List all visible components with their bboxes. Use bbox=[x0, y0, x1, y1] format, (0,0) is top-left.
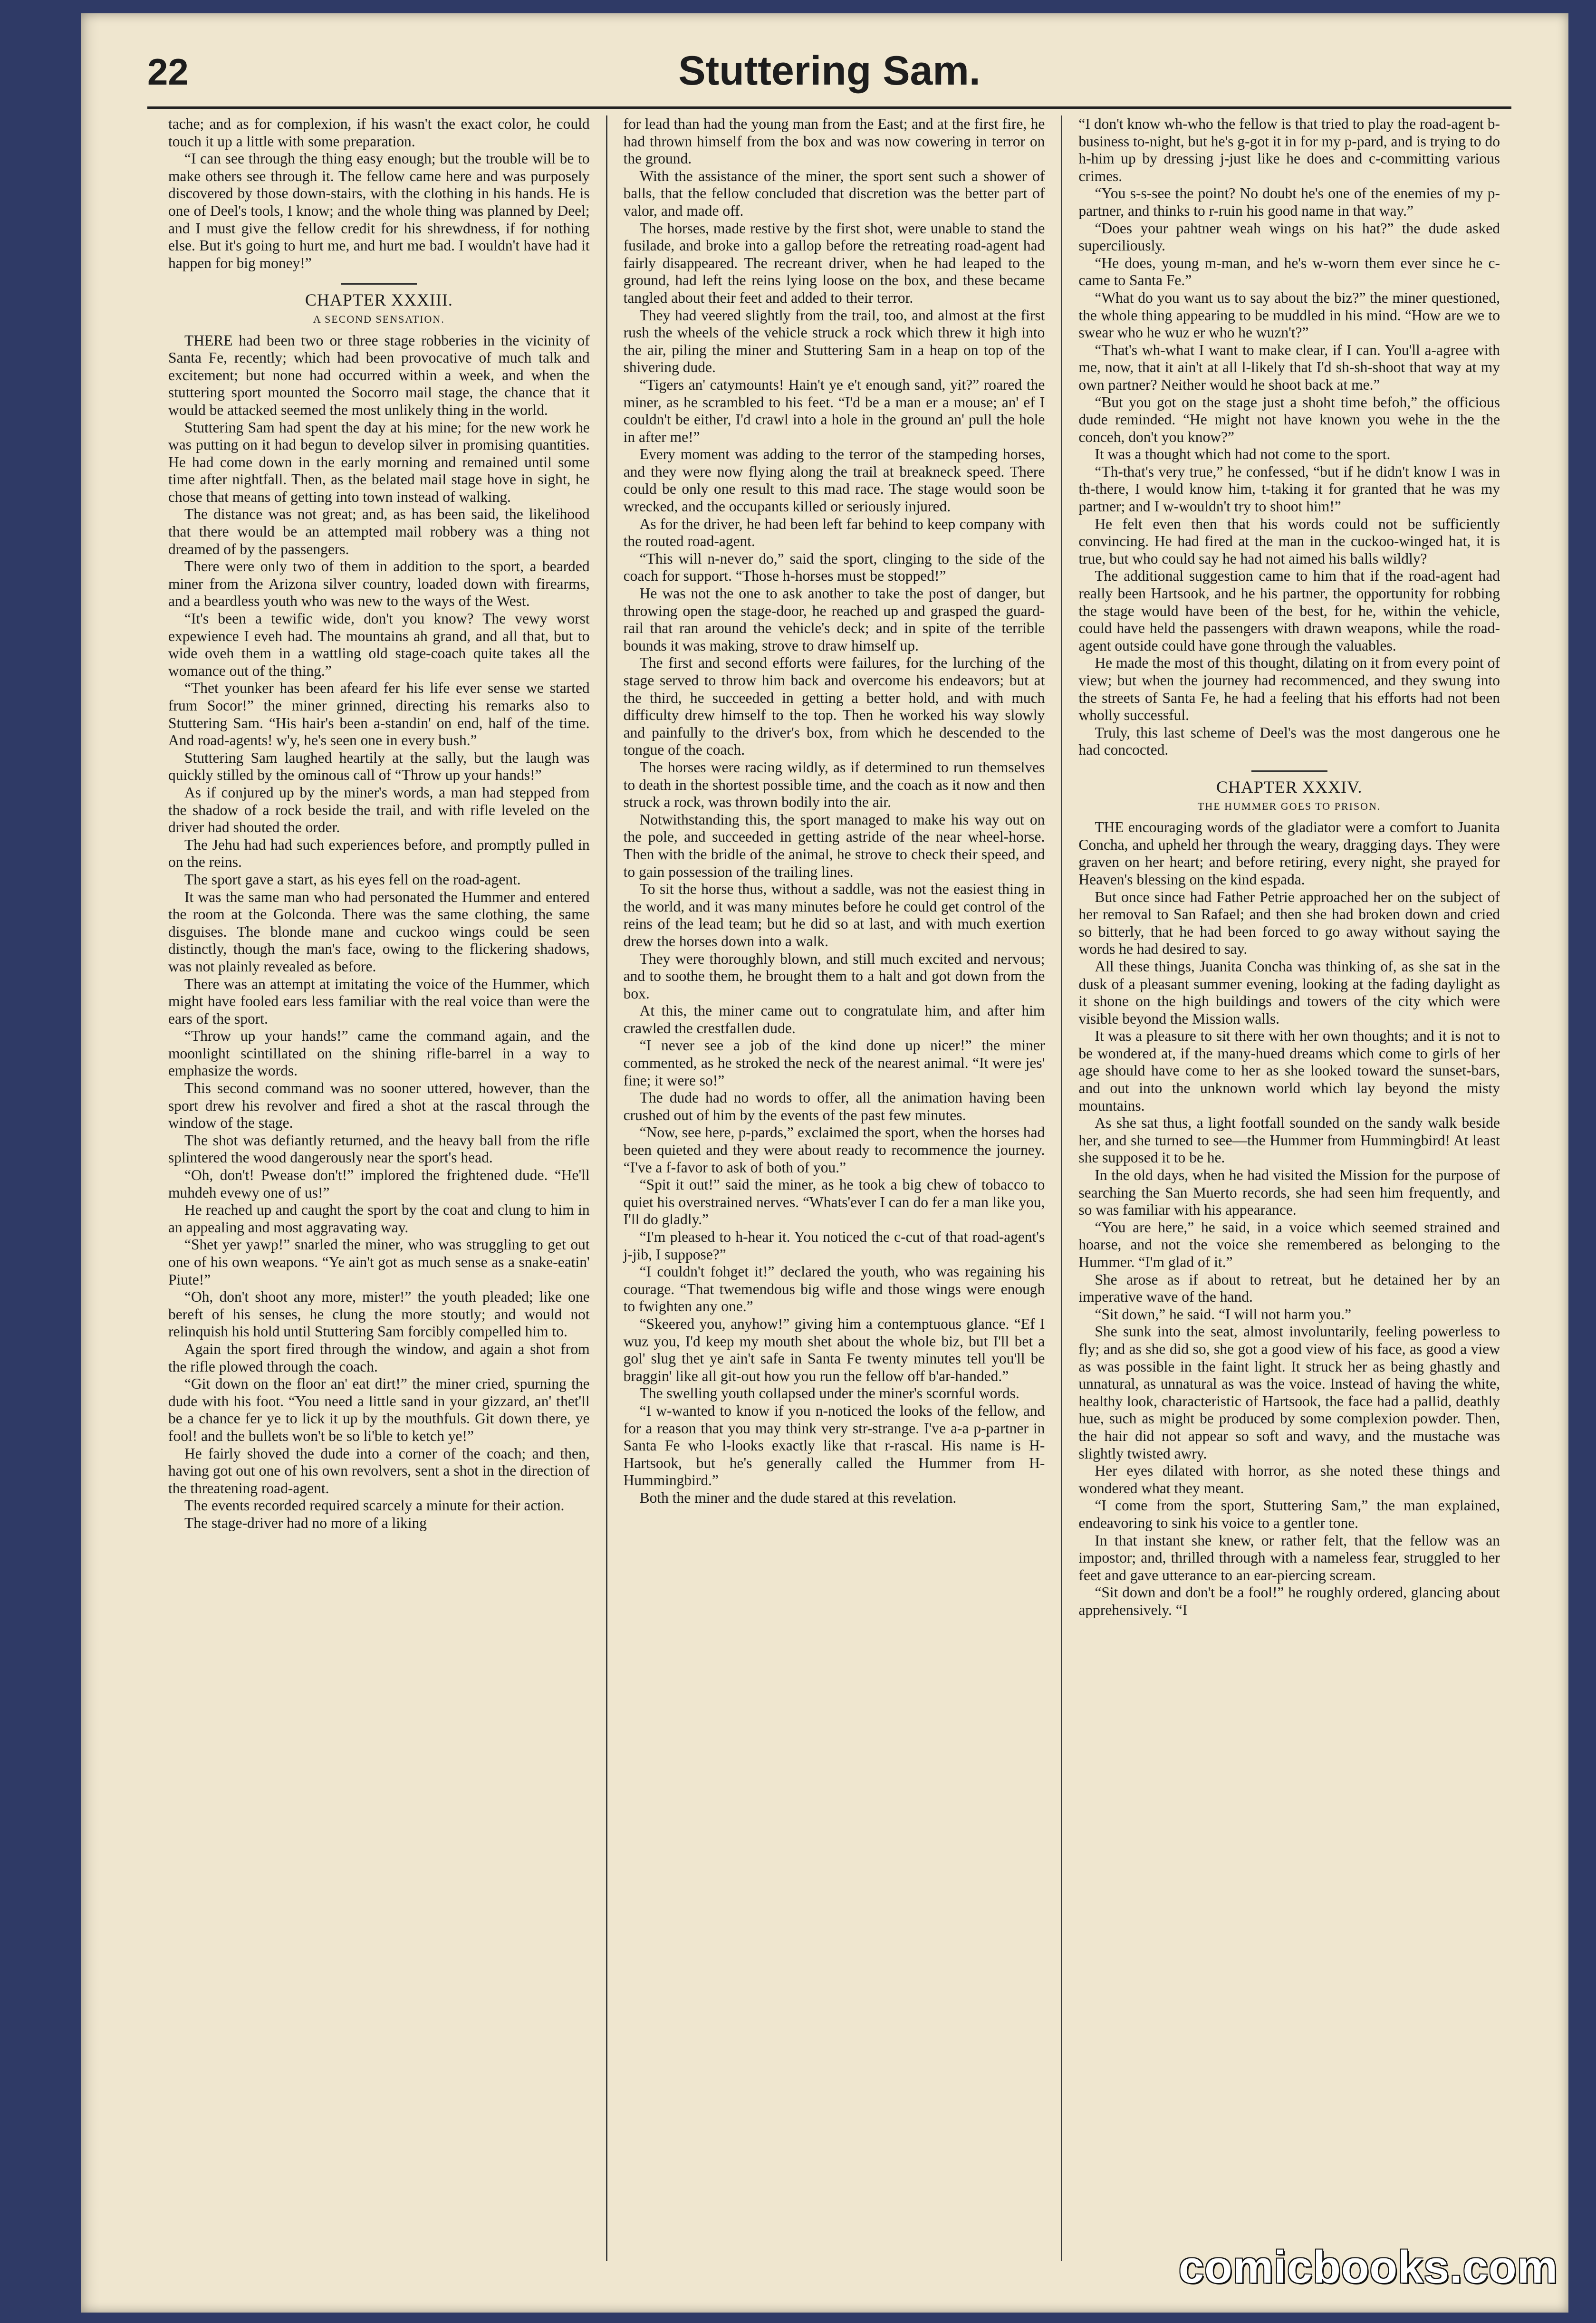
paragraph: Again the sport fired through the window, and again a shot from the rifle plowed through the coach. bbox=[168, 1340, 590, 1375]
paragraph: He fairly shoved the dude into a corner of the coach; and then, having got out one of his own revolvers, sent a shot in the direction of the threatening road-agent. bbox=[168, 1445, 590, 1497]
paragraph: The dude had no words to offer, all the animation having been crushed out of him by the events of the past few minutes. bbox=[623, 1089, 1045, 1123]
paragraph: With the assistance of the miner, the sport sent such a shower of balls, that the fellow concluded that discretion was the better part of valor, and made off. bbox=[623, 167, 1045, 219]
paragraph: There were only two of them in addition to the sport, a bearded miner from the Arizona silver country, loaded down with firearms, and a beardless youth who was new to the ways of the West. bbox=[168, 558, 590, 610]
magazine-page bbox=[81, 13, 1568, 2313]
paragraph: “Shet yer yawp!” snarled the miner, who was struggling to get out one of his own weapons. “Ye ain't got as much sense as a snake-eatin' Piute!” bbox=[168, 1236, 590, 1288]
paragraph: Every moment was adding to the terror of the stampeding horses, and they were now flying along the trail at breakneck speed. There could be only one result to this mad race. The stage would soon be wrecked, and the occupants killed or seriously injured. bbox=[623, 446, 1045, 515]
chapter-subtitle: THE HUMMER GOES TO PRISON. bbox=[1197, 800, 1381, 812]
chapter-subtitle: A SECOND SENSATION. bbox=[313, 313, 445, 325]
paragraph: The swelling youth collapsed under the miner's scornful words. bbox=[639, 1385, 1019, 1402]
column-1 bbox=[152, 115, 606, 2261]
paragraph: The horses were racing wildly, as if determined to run themselves to death in the shortest possible time, and the coach as it now and then struck a rock, was thrown bodily into the air. bbox=[623, 758, 1045, 811]
paragraph: The shot was defiantly returned, and the heavy ball from the rifle splintered the wood dangerously near the sport's head. bbox=[168, 1132, 590, 1166]
paragraph: The first and second efforts were failures, for the lurching of the stage served to throw him back and overcome his endeavors; but at the third, he succeeded in getting a better hold, and with much difficulty drew himself to the top. Then he worked his way slowly and painfully to the driver's box, from which he descended to the tongue of the coach. bbox=[623, 654, 1045, 758]
paragraph: “I couldn't fohget it!” declared the youth, who was regaining his courage. “That twemendous big wifle and those wings were enough to fwighten any one.” bbox=[623, 1263, 1045, 1315]
text-columns bbox=[152, 115, 1516, 2261]
paragraph: It was the same man who had personated the Hummer and entered the room at the Golconda. There was the same clothing, the same disguises. The blonde mane and cuckoo wings could be seen distinctly, though the man's face, owing to the flickering shadows, was not plainly revealed as before. bbox=[168, 888, 590, 975]
paragraph: As she sat thus, a light footfall sounded on the sandy walk beside her, and she turned to see—the Hummer from Hummingbird! At least she supposed it to be he. bbox=[1078, 1114, 1500, 1166]
paragraph: “Oh, don't! Pwease don't!” implored the frightened dude. “He'll muhdeh evewy one of us!” bbox=[168, 1167, 590, 1201]
paragraph: The additional suggestion came to him that if the road-agent had really been Hartsook, and he his partner, the opportunity for robbing the stage would have been of the best, for he, within the vehicle, could have held the passengers with drawn weapons, while the road-agent outside could have gone through the valuables. bbox=[1078, 567, 1500, 654]
paragraph: “Sit down and don't be a fool!” he roughly ordered, glancing about apprehensively. “I bbox=[1078, 1584, 1500, 1618]
paragraph: THERE had been two or three stage robberies in the vicinity of Santa Fe, recently; which had been provocative of much talk and excitement; but none had occurred within a week, and when the stuttering sport mounted the Socorro mail stage, the chance that it would be attacked seemed the most unlikely thing in the world. bbox=[168, 332, 590, 418]
paragraph: He made the most of this thought, dilating on it from every point of view; but when the journey had recommenced, and they swung into the streets of Santa Fe, he had a feeling that his efforts had not been wholly successful. bbox=[1078, 654, 1500, 724]
paragraph: “I come from the sport, Stuttering Sam,” the man explained, endeavoring to sink his voice to a gentler tone. bbox=[1078, 1497, 1500, 1531]
chapter-heading bbox=[1078, 770, 1500, 815]
paragraph: The Jehu had had such experiences before, and promptly pulled in on the reins. bbox=[168, 836, 590, 871]
paragraph: He felt even then that his words could not be sufficiently convincing. He had fired at the man in the cuckoo-winged hat, it is true, but who could say he had not aimed his balls wildly? bbox=[1078, 515, 1500, 567]
header-rule bbox=[147, 106, 1511, 109]
paragraph: Stuttering Sam laughed heartily at the sally, but the laugh was quickly stilled by the ominous call of “Throw up your hands!” bbox=[168, 749, 590, 784]
page-edge-shadow bbox=[81, 13, 100, 2313]
paragraph: “You s-s-see the point? No doubt he's one of the enemies of my p-partner, and thinks to r-ruin his good name in that way.” bbox=[1078, 185, 1500, 219]
paragraph: She sunk into the seat, almost involuntarily, feeling powerless to fly; and as she did so, she got a good view of his face, as good a view as was possible in the faint light. It struck her as being ghastly and unnatural, as unnatural as was the voice. Instead of having the white, healthy look, characteristic of Hartsook, the face had a pallid, deathly hue, such as might be produced by some complexion powder. Then, the hair did not appear so soft and wavy, and the mustache was slightly twisted awry. bbox=[1078, 1323, 1500, 1462]
paragraph: “I never see a job of the kind done up nicer!” the miner commented, as he stroked the neck of the nearest animal. “It were jes' fine; it were so!” bbox=[623, 1037, 1045, 1089]
paragraph: There was an attempt at imitating the voice of the Hummer, which might have fooled ears less familiar with the real voice than were the ears of the sport. bbox=[168, 975, 590, 1027]
paragraph: It was a thought which had not come to the sport. bbox=[1095, 446, 1391, 463]
paragraph: “I can see through the thing easy enough; but the trouble will be to make others see through it. The fellow came here and was purposely discovered by those down-stairs, with the clothing in his hands. He is one of Deel's tools, I know; and the whole thing was planned by Deel; and I must give the fellow credit for his shrewdness, if for nothing else. But it's going to hurt me, and hurt me bad. I wouldn't have had it happen for big money!” bbox=[168, 150, 590, 271]
paragraph: To sit the horse thus, without a saddle, was not the easiest thing in the world, and it was many minutes before he could get control of the reins of the lead team; but he did so at last, and with much exertion drew the horses down into a walk. bbox=[623, 881, 1045, 950]
paragraph: “Does your pahtner weah wings on his hat?” the dude asked superciliously. bbox=[1078, 220, 1500, 254]
paragraph: Notwithstanding this, the sport managed to make his way out on the pole, and succeeded in getting astride of the near wheel-horse. Then with the bridle of the animal, he strove to check their speed, and to gain possession of the trailing lines. bbox=[623, 811, 1045, 880]
paragraph: The stage-driver had no more of a liking bbox=[184, 1514, 427, 1531]
site-watermark: comicbooks.com bbox=[1178, 2242, 1558, 2293]
paragraph: Truly, this last scheme of Deel's was the most dangerous one he had concocted. bbox=[1078, 724, 1500, 758]
chapter-rule bbox=[1251, 770, 1327, 772]
paragraph: “Git down on the floor an' eat dirt!” the miner cried, spurning the dude with his foot. “You need a little sand in your gizzard, an' thet'll be a chance fer ye to lick it up by the mouthfuls. Git down there, ye fool! and the bullets won't be so li'ble to ketch ye!” bbox=[168, 1375, 590, 1444]
paragraph: tache; and as for complexion, if his wasn't the exact color, he could touch it up a little with some preparation. bbox=[168, 115, 590, 150]
paragraph: In the old days, when he had visited the Mission for the purpose of searching the San Muerto records, she had seen him frequently, and so was familiar with his appearance. bbox=[1078, 1167, 1500, 1219]
paragraph: “Th-that's very true,” he confessed, “but if he didn't know I was in th-there, I would know him, t-taking it for granted that he was my partner; and I w-wouldn't try to shoot him!” bbox=[1078, 463, 1500, 515]
paragraph: “Now, see here, p-pards,” exclaimed the sport, when the horses had been quieted and they were about ready to recommence the journey. “I've a f-favor to ask of both of you.” bbox=[623, 1124, 1045, 1176]
paragraph: Her eyes dilated with horror, as she noted these things and wondered what they meant. bbox=[1078, 1462, 1500, 1497]
paragraph: “This will n-never do,” said the sport, clinging to the side of the coach for support. “Those h-horses must be stopped!” bbox=[623, 550, 1045, 585]
paragraph: “Spit it out!” said the miner, as he took a big chew of tobacco to quiet his overstrained nerves. “Whats'ever I can do fer a man like you, I'll do gladly.” bbox=[623, 1176, 1045, 1228]
paragraph: “You are here,” he said, in a voice which seemed strained and hoarse, and not the voice she remembered as belonging to the Hummer. “I'm glad of it.” bbox=[1078, 1219, 1500, 1270]
paragraph: “But you got on the stage just a shoht time befoh,” the officious dude reminded. “He might not have known you wehe in the the conceh, don't you know?” bbox=[1078, 394, 1500, 445]
paragraph: In that instant she knew, or rather felt, that the fellow was an impostor; and, thrilled through with a nameless fear, struggled to her feet and gave utterance to an ear-piercing scream. bbox=[1078, 1532, 1500, 1584]
paragraph: “Sit down,” he said. “I will not harm you.” bbox=[1095, 1305, 1352, 1323]
paragraph: They had veered slightly from the trail, too, and almost at the first rush the wheels of the vehicle struck a rock which threw it high into the air, piling the miner and Stuttering Sam in a heap on top of the shivering dude. bbox=[623, 307, 1045, 376]
paragraph: “Oh, don't shoot any more, mister!” the youth pleaded; like one bereft of his senses, he clung the more stoutly; and would not relinquish his hold until Stuttering Sam forcibly compelled him to. bbox=[168, 1288, 590, 1340]
paragraph: It was a pleasure to sit there with her own thoughts; and it is not to be wondered at, if the many-hued dreams which come to girls of her age should have come to her as she looked toward the sunset-bars, and out into the unknown world which lay beyond the misty mountains. bbox=[1078, 1027, 1500, 1114]
paragraph: Stuttering Sam had spent the day at his mine; for the new work he was putting on it had begun to develop silver in promising quantities. He had come down in the early morning and remained until some time after nightfall. Then, as the belated mail stage hove in sight, he chose that means of getting into town instead of walking. bbox=[168, 419, 590, 505]
page-header bbox=[147, 42, 1511, 104]
column-2 bbox=[606, 115, 1061, 2261]
paragraph: All these things, Juanita Concha was thinking of, as she sat in the dusk of a pleasant summer evening, looking at the fading daylight as it shone on the high buildings and towers of the city which were visible beyond the Mission walls. bbox=[1078, 958, 1500, 1027]
paragraph: As for the driver, he had been left far behind to keep company with the routed road-agent. bbox=[623, 515, 1045, 550]
paragraph: “It's been a tewific wide, don't you know? The vewy worst expewience I eveh had. The mountains ah grand, and all that, but to wide oveh them in a wattling old stage-coach quite takes all the womance out of the thing.” bbox=[168, 610, 590, 679]
chapter-heading bbox=[168, 283, 590, 328]
paragraph: But once since had Father Petrie approached her on the subject of her removal to San Rafael; and then she had broken down and cried so bitterly, that he had been forced to go away without saying the words he had desired to say. bbox=[1078, 888, 1500, 958]
paragraph: They were thoroughly blown, and still much excited and nervous; and to soothe them, he brought them to a halt and got down from the box. bbox=[623, 950, 1045, 1002]
paragraph: “He does, young m-man, and he's w-worn them ever since he c-came to Santa Fe.” bbox=[1078, 254, 1500, 289]
paragraph: “Skeered you, anyhow!” giving him a contemptuous glance. “Ef I wuz you, I'd keep my mouth shet about the whole biz, but I'll bet a gol' slug thet ye ain't safe in Santa Fe twenty minutes tell you'll be braggin' like all git-out how you run the fellow off b'ar-handed.” bbox=[623, 1315, 1045, 1384]
paragraph: As if conjured up by the miner's words, a man had stepped from the shadow of a rock beside the trail, and with rifle leveled on the driver had shouted the order. bbox=[168, 784, 590, 836]
paragraph: “That's wh-what I want to make clear, if I can. You'll a-agree with me, now, that it ain't at all l-likely that I'd sh-sh-shoot that way at my own partner? Neither would he shoot back at me.” bbox=[1078, 341, 1500, 393]
paragraph: The events recorded required scarcely a minute for their action. bbox=[184, 1497, 565, 1514]
chapter-rule bbox=[341, 283, 417, 285]
paragraph: The distance was not great; and, as has been said, the likelihood that there would be an attempted mail robbery was a thing not dreamed of by the passengers. bbox=[168, 506, 590, 557]
paragraph: The sport gave a start, as his eyes fell on the road-agent. bbox=[184, 871, 521, 888]
paragraph: “I don't know wh-who the fellow is that tried to play the road-agent b-business to-night, but he's g-got it in for my p-pard, and is trying to do h-him up by dressing j-just like he does and c-committing various crimes. bbox=[1078, 115, 1500, 184]
paragraph: Both the miner and the dude stared at this revelation. bbox=[639, 1489, 957, 1506]
paragraph: “Tigers an' catymounts! Hain't ye e't enough sand, yit?” roared the miner, as he scrambled to his feet. “I'd be a man er a mouse; an' ef I couldn't be either, I'd crawl into a hole in the ground an' pull the hole in after me!” bbox=[623, 376, 1045, 445]
paragraph: She arose as if about to retreat, but he detained her by an imperative wave of the hand. bbox=[1078, 1271, 1500, 1305]
paragraph: “What do you want us to say about the biz?” the miner questioned, the whole thing appearing to be muddled in his mind. “How are we to swear who he wuz er who he wuzn't?” bbox=[1078, 289, 1500, 341]
chapter-title: CHAPTER XXXIII. bbox=[305, 290, 453, 310]
paragraph: He reached up and caught the sport by the coat and clung to him in an appealing and most aggravating way. bbox=[168, 1201, 590, 1236]
paragraph: “Thet younker has been afeard fer his life ever sense we started frum Socor!” the miner grinned, directing his remarks also to Stuttering Sam. “His hair's been a-standin' on end, half of the time. And road-agents! w'y, he's seen one in every bush.” bbox=[168, 680, 590, 749]
paragraph: for lead than had the young man from the East; and at the first fire, he had thrown himself from the box and was now cowering in terror on the ground. bbox=[623, 115, 1045, 167]
paragraph: “I'm pleased to h-hear it. You noticed the c-cut of that road-agent's j-jib, I suppose?” bbox=[623, 1229, 1045, 1263]
column-3 bbox=[1061, 115, 1516, 2261]
paragraph: This second command was no sooner uttered, however, than the sport drew his revolver and fired a shot at the rascal through the window of the stage. bbox=[168, 1080, 590, 1132]
paragraph: “I w-wanted to know if you n-noticed the looks of the fellow, and for a reason that you may think very str-strange. I've a-a p-partner in Santa Fe who l-looks exactly like that r-rascal. His name is H-Hartsook, but he's generally called the Hummer from H-Hummingbird.” bbox=[623, 1402, 1045, 1489]
running-title: Stuttering Sam. bbox=[678, 48, 981, 94]
chapter-title: CHAPTER XXXIV. bbox=[1216, 777, 1363, 797]
paragraph: “Throw up your hands!” came the command again, and the moonlight scintillated on the shining rifle-barrel in a way to emphasize the words. bbox=[168, 1027, 590, 1079]
paragraph: He was not the one to ask another to take the post of danger, but throwing open the stage-door, he reached up and grasped the guard-rail that ran around the vehicle's deck; and in spite of the terrible bounds it was making, strove to draw himself up. bbox=[623, 585, 1045, 654]
paragraph: THE encouraging words of the gladiator were a comfort to Juanita Concha, and upheld her through the weary, dragging days. They were graven on her heart; and before retiring, every night, she prayed for Heaven's blessing on the kind espada. bbox=[1078, 819, 1500, 888]
paragraph: At this, the miner came out to congratulate him, and after him crawled the crestfallen dude. bbox=[623, 1002, 1045, 1037]
paragraph: The horses, made restive by the first shot, were unable to stand the fusilade, and broke into a gallop before the retreating road-agent had fairly disappeared. The recreant driver, when he had leaped to the ground, had left the reins lying loose on the box, and these became tangled about their feet and added to their terror. bbox=[623, 220, 1045, 306]
page-number: 22 bbox=[147, 51, 189, 93]
